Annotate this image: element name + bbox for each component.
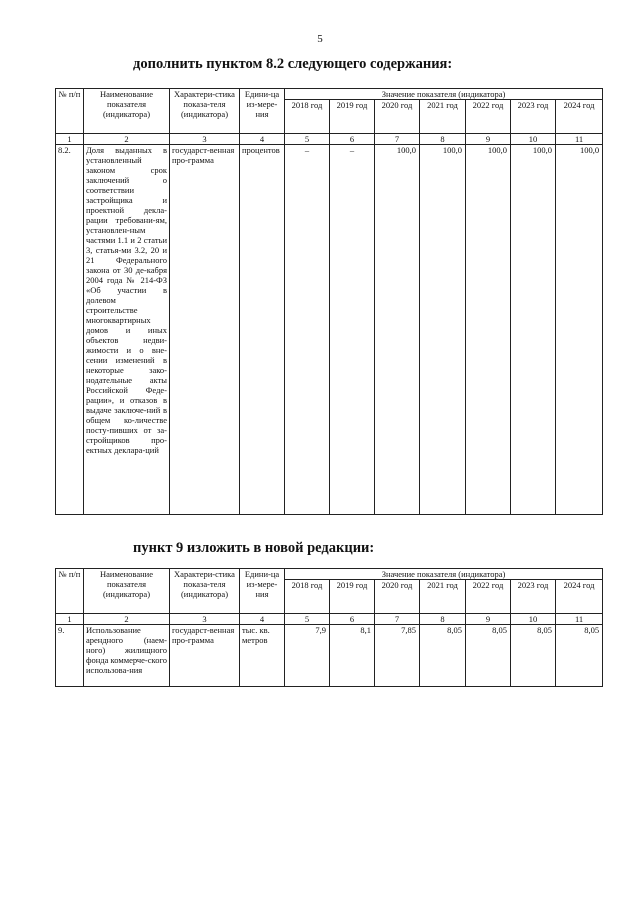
column-number: 4: [240, 614, 285, 625]
header-year: 2019 год: [330, 580, 375, 614]
value-cell: 100,0: [375, 145, 420, 515]
section1-heading: дополнить пунктом 8.2 следующего содержания:: [133, 56, 453, 72]
indicator-unit: тыс. кв. метров: [240, 625, 285, 687]
indicator-name: Использование арендного (наем-ного) жилищного фонда коммерче-ского использова-ния: [84, 625, 170, 687]
header-year: 2018 год: [285, 100, 330, 134]
value-cell: 100,0: [466, 145, 511, 515]
header-year: 2024 год: [556, 580, 603, 614]
column-number: 2: [84, 134, 170, 145]
column-number: 3: [170, 134, 240, 145]
column-number: 10: [511, 134, 556, 145]
indicator-name: Доля выданных в установленный законом срок заключений о соответствии застройщика и проектной декла-рации требовани-ям, установлен-ным частями 1.1 и 2 статьи 3, статья-ми 3.2, 20 и 21 Федерального закона от 30 де-кабря 2004 года № 214-ФЗ «Об участии в долевом строительстве многоквартирных домов и иных объектов недви-жимости и о вне-сении изменений в некоторые зако-нодательные акты Российской Феде-рации», и отказов в выдаче заключе-ний в общем ко-личестве посту-пивших от за-стройщиков про-ектных деклара-ций: [84, 145, 170, 515]
column-number: 7: [375, 614, 420, 625]
header-unit: Едини-ца из-мере-ния: [240, 569, 285, 614]
header-year: 2021 год: [420, 100, 466, 134]
header-year: 2018 год: [285, 580, 330, 614]
value-cell: 100,0: [420, 145, 466, 515]
column-number: 7: [375, 134, 420, 145]
header-year: 2020 год: [375, 580, 420, 614]
indicator-unit: процентов: [240, 145, 285, 515]
indicator-table-8-2: [55, 88, 603, 515]
header-year: 2022 год: [466, 100, 511, 134]
indicator-characteristic: государст-венная про-грамма: [170, 625, 240, 687]
column-number: 3: [170, 614, 240, 625]
header-year: 2024 год: [556, 100, 603, 134]
header-value-group: Значение показателя (индикатора): [285, 569, 603, 580]
column-number: 9: [466, 614, 511, 625]
row-number: 9.: [56, 625, 84, 687]
value-cell: 8,05: [556, 625, 603, 687]
header-year: 2023 год: [511, 100, 556, 134]
value-cell: 7,85: [375, 625, 420, 687]
column-number: 11: [556, 134, 603, 145]
column-number: 8: [420, 614, 466, 625]
page-number: 5: [317, 33, 323, 45]
indicator-table-9: [55, 568, 603, 687]
header-year: 2020 год: [375, 100, 420, 134]
column-number: 8: [420, 134, 466, 145]
header-name: Наименование показателя (индикатора): [84, 569, 170, 614]
row-number: 8.2.: [56, 145, 84, 515]
header-year: 2022 год: [466, 580, 511, 614]
section2-heading: пункт 9 изложить в новой редакции:: [133, 540, 375, 556]
header-characteristic: Характери-стика показа-теля (индикатора): [170, 89, 240, 134]
column-number: 11: [556, 614, 603, 625]
value-cell: 8,05: [420, 625, 466, 687]
value-cell: 100,0: [556, 145, 603, 515]
value-cell: 8,1: [330, 625, 375, 687]
header-year: 2021 год: [420, 580, 466, 614]
header-year: 2019 год: [330, 100, 375, 134]
value-cell: 8,05: [511, 625, 556, 687]
column-number: 1: [56, 134, 84, 145]
column-number: 9: [466, 134, 511, 145]
header-no: № п/п: [56, 89, 84, 134]
column-number: 5: [285, 614, 330, 625]
column-number: 2: [84, 614, 170, 625]
indicator-characteristic: государст-венная про-грамма: [170, 145, 240, 515]
value-cell: 8,05: [466, 625, 511, 687]
column-number: 10: [511, 614, 556, 625]
column-number: 5: [285, 134, 330, 145]
column-number: 6: [330, 134, 375, 145]
header-characteristic: Характери-стика показа-теля (индикатора): [170, 569, 240, 614]
column-number: 4: [240, 134, 285, 145]
header-unit: Едини-ца из-мере-ния: [240, 89, 285, 134]
column-number: 1: [56, 614, 84, 625]
value-cell: 100,0: [511, 145, 556, 515]
header-value-group: Значение показателя (индикатора): [285, 89, 603, 100]
column-number: 6: [330, 614, 375, 625]
value-cell: –: [285, 145, 330, 515]
value-cell: –: [330, 145, 375, 515]
header-name: Наименование показателя (индикатора): [84, 89, 170, 134]
header-no: № п/п: [56, 569, 84, 614]
header-year: 2023 год: [511, 580, 556, 614]
value-cell: 7,9: [285, 625, 330, 687]
